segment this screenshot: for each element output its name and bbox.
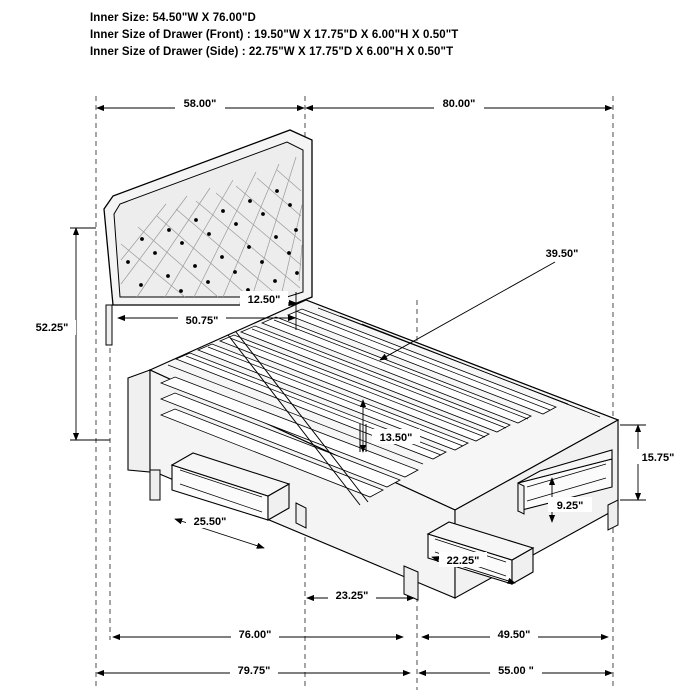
dimlabel-bed-length: 80.00" bbox=[442, 98, 476, 110]
dimlabel-bed-depth-left: 76.00" bbox=[238, 629, 272, 641]
dimlabel-deck-height: 13.50" bbox=[379, 432, 413, 444]
dimlabel-headboard-to-rail: 12.50" bbox=[247, 294, 281, 306]
dimlabel-headboard-panel-width: 50.75" bbox=[185, 315, 219, 327]
dimlabel-headboard-height: 52.25" bbox=[35, 322, 69, 334]
spec-line-inner-size: Inner Size: 54.50"W X 76.00"D bbox=[90, 12, 256, 24]
dimlabel-overall-depth: 79.75" bbox=[237, 665, 271, 677]
spec-line-drawer-front: Inner Size of Drawer (Front) : 19.50"W X 17.75"D X 6.00"H X 0.50"T bbox=[90, 29, 459, 41]
dimlabel-slat-deck-length: 39.50" bbox=[545, 248, 579, 260]
dimlabel-side-drawer-width: 25.50" bbox=[193, 516, 227, 528]
dimlabel-front-drawer-width: 22.25" bbox=[446, 555, 480, 567]
dimlabel-headboard-width: 58.00" bbox=[183, 98, 217, 110]
dimlabel-bed-width-right: 49.50" bbox=[497, 629, 531, 641]
bed-frame bbox=[128, 300, 618, 600]
dimlabel-drawer-gap: 23.25" bbox=[335, 590, 369, 602]
dimlabel-overall-width: 55.00 " bbox=[498, 665, 534, 677]
dimlabel-side-rail-height: 15.75" bbox=[641, 452, 675, 464]
spec-line-drawer-side: Inner Size of Drawer (Side) : 22.75"W X 17.75"D X 6.00"H X 0.50"T bbox=[90, 46, 454, 58]
dimlabel-drawer-height: 9.25" bbox=[556, 500, 584, 512]
